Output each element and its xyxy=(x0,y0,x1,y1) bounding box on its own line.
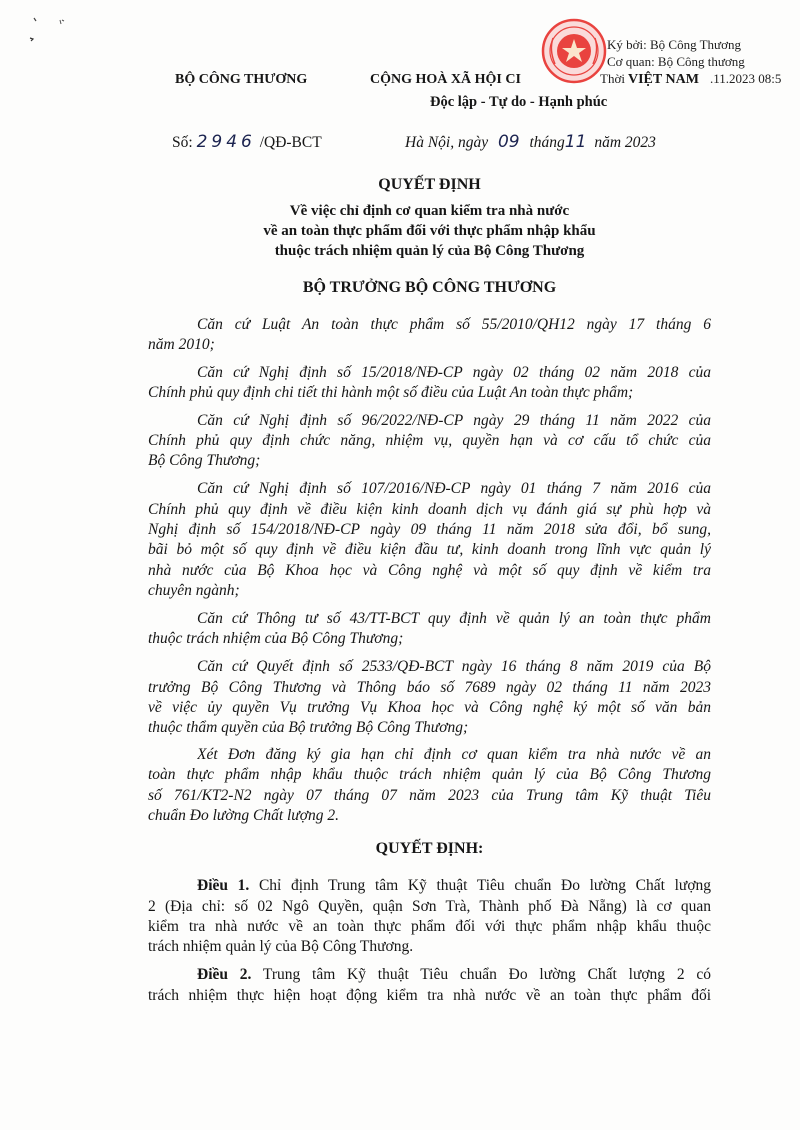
date-day-handwritten: 09 xyxy=(497,132,520,152)
preamble-5-line-1: Căn cứ Thông tư số 43/TT-BCT quy định về quản lý an toàn thực phẩm xyxy=(197,610,711,627)
document-number-code: /QĐ-BCT xyxy=(259,134,322,151)
preamble-4-line-4: bãi bỏ một số quy định về điều kiện đầu tư, kinh doanh trong lĩnh vực quản lý xyxy=(148,541,711,558)
preamble-7-line-3: số 761/KT2-N2 ngày 07 tháng 07 năm 2023 của Trung tâm Kỹ thuật Tiêu xyxy=(148,787,711,804)
preamble-4-line-2: Chính phủ quy định về điều kiện kinh doanh dịch vụ đánh giá sự phù hợp và xyxy=(148,501,711,518)
article-1-line-2: 2 (Địa chỉ: số 02 Ngô Quyền, quận Sơn Trà, Thành phố Đà Nẵng) là cơ quan xyxy=(148,898,711,915)
article-2-text: Trung tâm Kỹ thuật Tiêu chuẩn Đo lường Chất lượng 2 có xyxy=(262,966,711,983)
preamble-2-line-2: Chính phủ quy định chi tiết thi hành một số điều của Luật An toàn thực phẩm; xyxy=(148,384,634,401)
scan-speck-marks xyxy=(20,12,80,52)
document-number xyxy=(172,131,322,154)
date-prefix: Hà Nội, ngày xyxy=(405,134,489,151)
preamble-4-line-3: Nghị định số 154/2018/NĐ-CP ngày 09 tháng 11 năm 2018 sửa đổi, bổ sung, xyxy=(148,521,711,538)
ministry-name: BỘ CÔNG THƯƠNG xyxy=(175,72,308,87)
issuing-authority: BỘ TRƯỞNG BỘ CÔNG THƯƠNG xyxy=(302,279,557,296)
preamble-2-line-1: Căn cứ Nghị định số 15/2018/NĐ-CP ngày 02 tháng 02 năm 2018 của xyxy=(197,364,711,381)
preamble-1-line-1: Căn cứ Luật An toàn thực phẩm số 55/2010/QH12 ngày 17 tháng 6 xyxy=(197,316,711,333)
document-number-handwritten: 2946 xyxy=(196,132,256,152)
subject-line-1: Về việc chỉ định cơ quan kiểm tra nhà nước xyxy=(289,203,570,219)
preamble-5-line-2: thuộc trách nhiệm của Bộ Công Thương; xyxy=(148,630,404,647)
date-year: năm 2023 xyxy=(594,134,656,151)
subject-line-3: thuộc trách nhiệm quản lý của Bộ Công Thương xyxy=(274,243,585,259)
preamble-1-line-2: năm 2010; xyxy=(148,336,215,353)
article-2-line-2: trách nhiệm thực hiện hoạt động kiểm tra nhà nước về an toàn thực phẩm đối xyxy=(148,987,711,1004)
decision-heading: QUYẾT ĐỊNH: xyxy=(375,840,484,857)
article-1-line-4: trách nhiệm quản lý của Bộ Công Thương. xyxy=(148,938,414,955)
preamble-4-line-5: nhà nước của Bộ Khoa học và Công nghệ và một số quy định về kiểm tra xyxy=(148,562,711,579)
article-1-label: Điều 1. xyxy=(197,877,250,894)
republic-name-end: VIỆT NAM xyxy=(628,72,699,87)
article-1-line-1 xyxy=(197,875,711,896)
official-seal xyxy=(541,18,607,84)
preamble-6-line-2: trưởng Bộ Công Thương và Thông báo số 7689 ngày 02 tháng 11 năm 2023 xyxy=(148,679,711,696)
preamble-6-line-1: Căn cứ Quyết định số 2533/QĐ-BCT ngày 16 tháng 8 năm 2019 của Bộ xyxy=(197,658,711,675)
date-month-handwritten: 11 xyxy=(564,132,587,152)
signature-signed-by: Ký bởi: Bộ Công Thương xyxy=(607,37,741,52)
article-1-text: Chỉ định Trung tâm Kỹ thuật Tiêu chuẩn Đo lường Chất lượng xyxy=(258,877,711,894)
preamble-7-line-4: chuẩn Đo lường Chất lượng 2. xyxy=(148,807,340,824)
signature-time-label: Thời xyxy=(600,71,625,86)
article-2-label: Điều 2. xyxy=(197,966,252,983)
place-date-line xyxy=(405,131,656,154)
preamble-3-line-1: Căn cứ Nghị định số 96/2022/NĐ-CP ngày 29 tháng 11 năm 2022 của xyxy=(197,412,711,429)
national-motto: Độc lập - Tự do - Hạnh phúc xyxy=(430,94,608,110)
article-2-line-1 xyxy=(197,964,711,985)
document-number-label: Số: xyxy=(172,134,193,151)
article-1-line-3: kiểm tra nhà nước về an toàn thực phẩm đối với thực phẩm nhập khẩu thuộc xyxy=(148,918,711,935)
preamble-4-line-1: Căn cứ Nghị định số 107/2016/NĐ-CP ngày 01 tháng 7 năm 2016 của xyxy=(197,480,711,497)
republic-name: CỘNG HOÀ XÃ HỘI CI xyxy=(370,72,521,87)
document-title: QUYẾT ĐỊNH xyxy=(378,176,481,193)
preamble-6-line-3: về việc ủy quyền Vụ trưởng Vụ Khoa học và Công nghệ ký một số văn bản xyxy=(148,699,711,716)
preamble-7-line-1: Xét Đơn đăng ký gia hạn chỉ định cơ quan kiểm tra nhà nước về an xyxy=(197,746,711,763)
signature-time-value: .11.2023 08:5 xyxy=(710,71,782,86)
date-month-word: tháng xyxy=(529,134,565,151)
preamble-4-line-6: chuyên ngành; xyxy=(148,582,240,599)
preamble-3-line-2: Chính phủ quy định chức năng, nhiệm vụ, quyền hạn và cơ cấu tổ chức của xyxy=(148,432,711,449)
preamble-3-line-3: Bộ Công Thương; xyxy=(148,452,261,469)
signature-agency: Cơ quan: Bộ Công thương xyxy=(607,54,745,69)
preamble-6-line-4: thuộc thẩm quyền của Bộ trưởng Bộ Công Thương; xyxy=(148,719,469,736)
preamble-7-line-2: toàn thực phẩm nhập khẩu thuộc trách nhiệm quản lý của Bộ Công Thương xyxy=(148,766,711,783)
subject-line-2: về an toàn thực phẩm đối với thực phẩm nhập khẩu xyxy=(263,223,596,239)
